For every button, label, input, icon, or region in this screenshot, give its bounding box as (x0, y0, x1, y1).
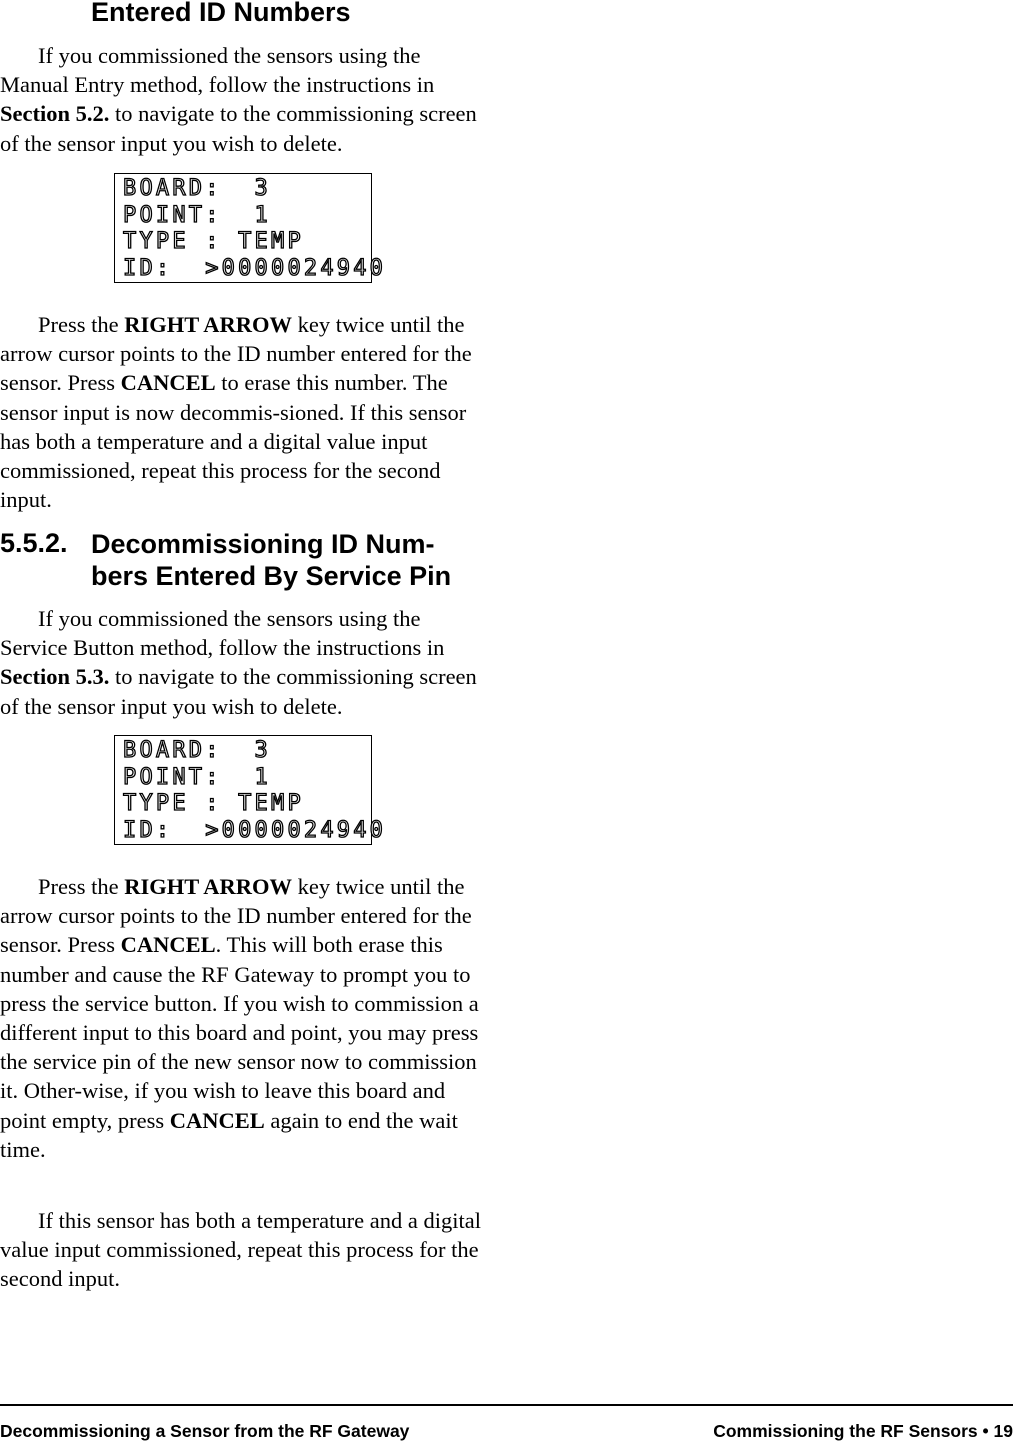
footer-rule (0, 1404, 1013, 1406)
paragraph-service-button: If you commissioned the sensors using the Service Button method, follow the instructions in Section 5.3. to navigate to the commissioning screen of the sensor input you wish to delete. (0, 606, 477, 719)
footer-section-title: Decommissioning a Sensor from the RF Gateway (0, 1421, 410, 1441)
key-name: RIGHT ARROW (124, 312, 292, 337)
lcd-line: TYPE : TEMP (123, 229, 304, 254)
key-name: CANCEL (169, 1107, 265, 1133)
section-ref: Section 5.3. (0, 664, 110, 690)
lcd-line: BOARD: 3 (123, 738, 272, 763)
key-name: CANCEL (120, 370, 216, 396)
section-number: 5.5.2. (0, 528, 68, 558)
section-ref: Section 5.2. (0, 101, 110, 127)
lcd-line: ID: >0000024940 (123, 255, 387, 281)
lcd-display (114, 735, 387, 845)
lcd-line: POINT: 1 (123, 202, 272, 228)
paragraph-manual-entry: If you commissioned the sensors using the Manual Entry method, follow the instructions in Section 5.2. to navigate to the commissioning screen of the sensor input you wish to delete. (0, 43, 477, 156)
paragraph-cancel-manual: Press the RIGHT ARROW key twice until the arrow cursor points to the ID number entered for the sensor. Press CANCEL to erase this number. The sensor input is now decommis-sioned. If this sensor has both a temperature and a digital value input commissioned, repeat this process for the second input. (0, 312, 472, 513)
footer-chapter-page: Commissioning the RF Sensors • 19 (713, 1421, 1013, 1441)
lcd-line: POINT: 1 (123, 764, 272, 790)
paragraph-second-input: If this sensor has both a temperature and a digital value input commissioned, repeat this process for the second input. (0, 1208, 481, 1292)
key-name: RIGHT ARROW (124, 874, 292, 899)
lcd-line: ID: >0000024940 (123, 817, 387, 843)
paragraph-cancel-service: Press the RIGHT ARROW key twice until the arrow cursor points to the ID number entered for the sensor. Press CANCEL. This will both erase this number and cause the RF Gateway to prompt you to press the service button. If you wish to commission a different input to this board and point, you may press the service pin of the new sensor now to commission it. Other-wise, if you wish to leave this board and point empty, press CANCEL again to end the wait time. (0, 874, 479, 1162)
subheading: Entered ID Numbers (91, 0, 351, 27)
lcd-line: BOARD: 3 (123, 176, 272, 201)
section-title: Decommissioning ID Num-bers Entered By Service Pin (91, 529, 452, 591)
lcd-line: TYPE : TEMP (123, 791, 304, 816)
key-name: CANCEL (120, 932, 216, 958)
lcd-display (114, 173, 387, 283)
